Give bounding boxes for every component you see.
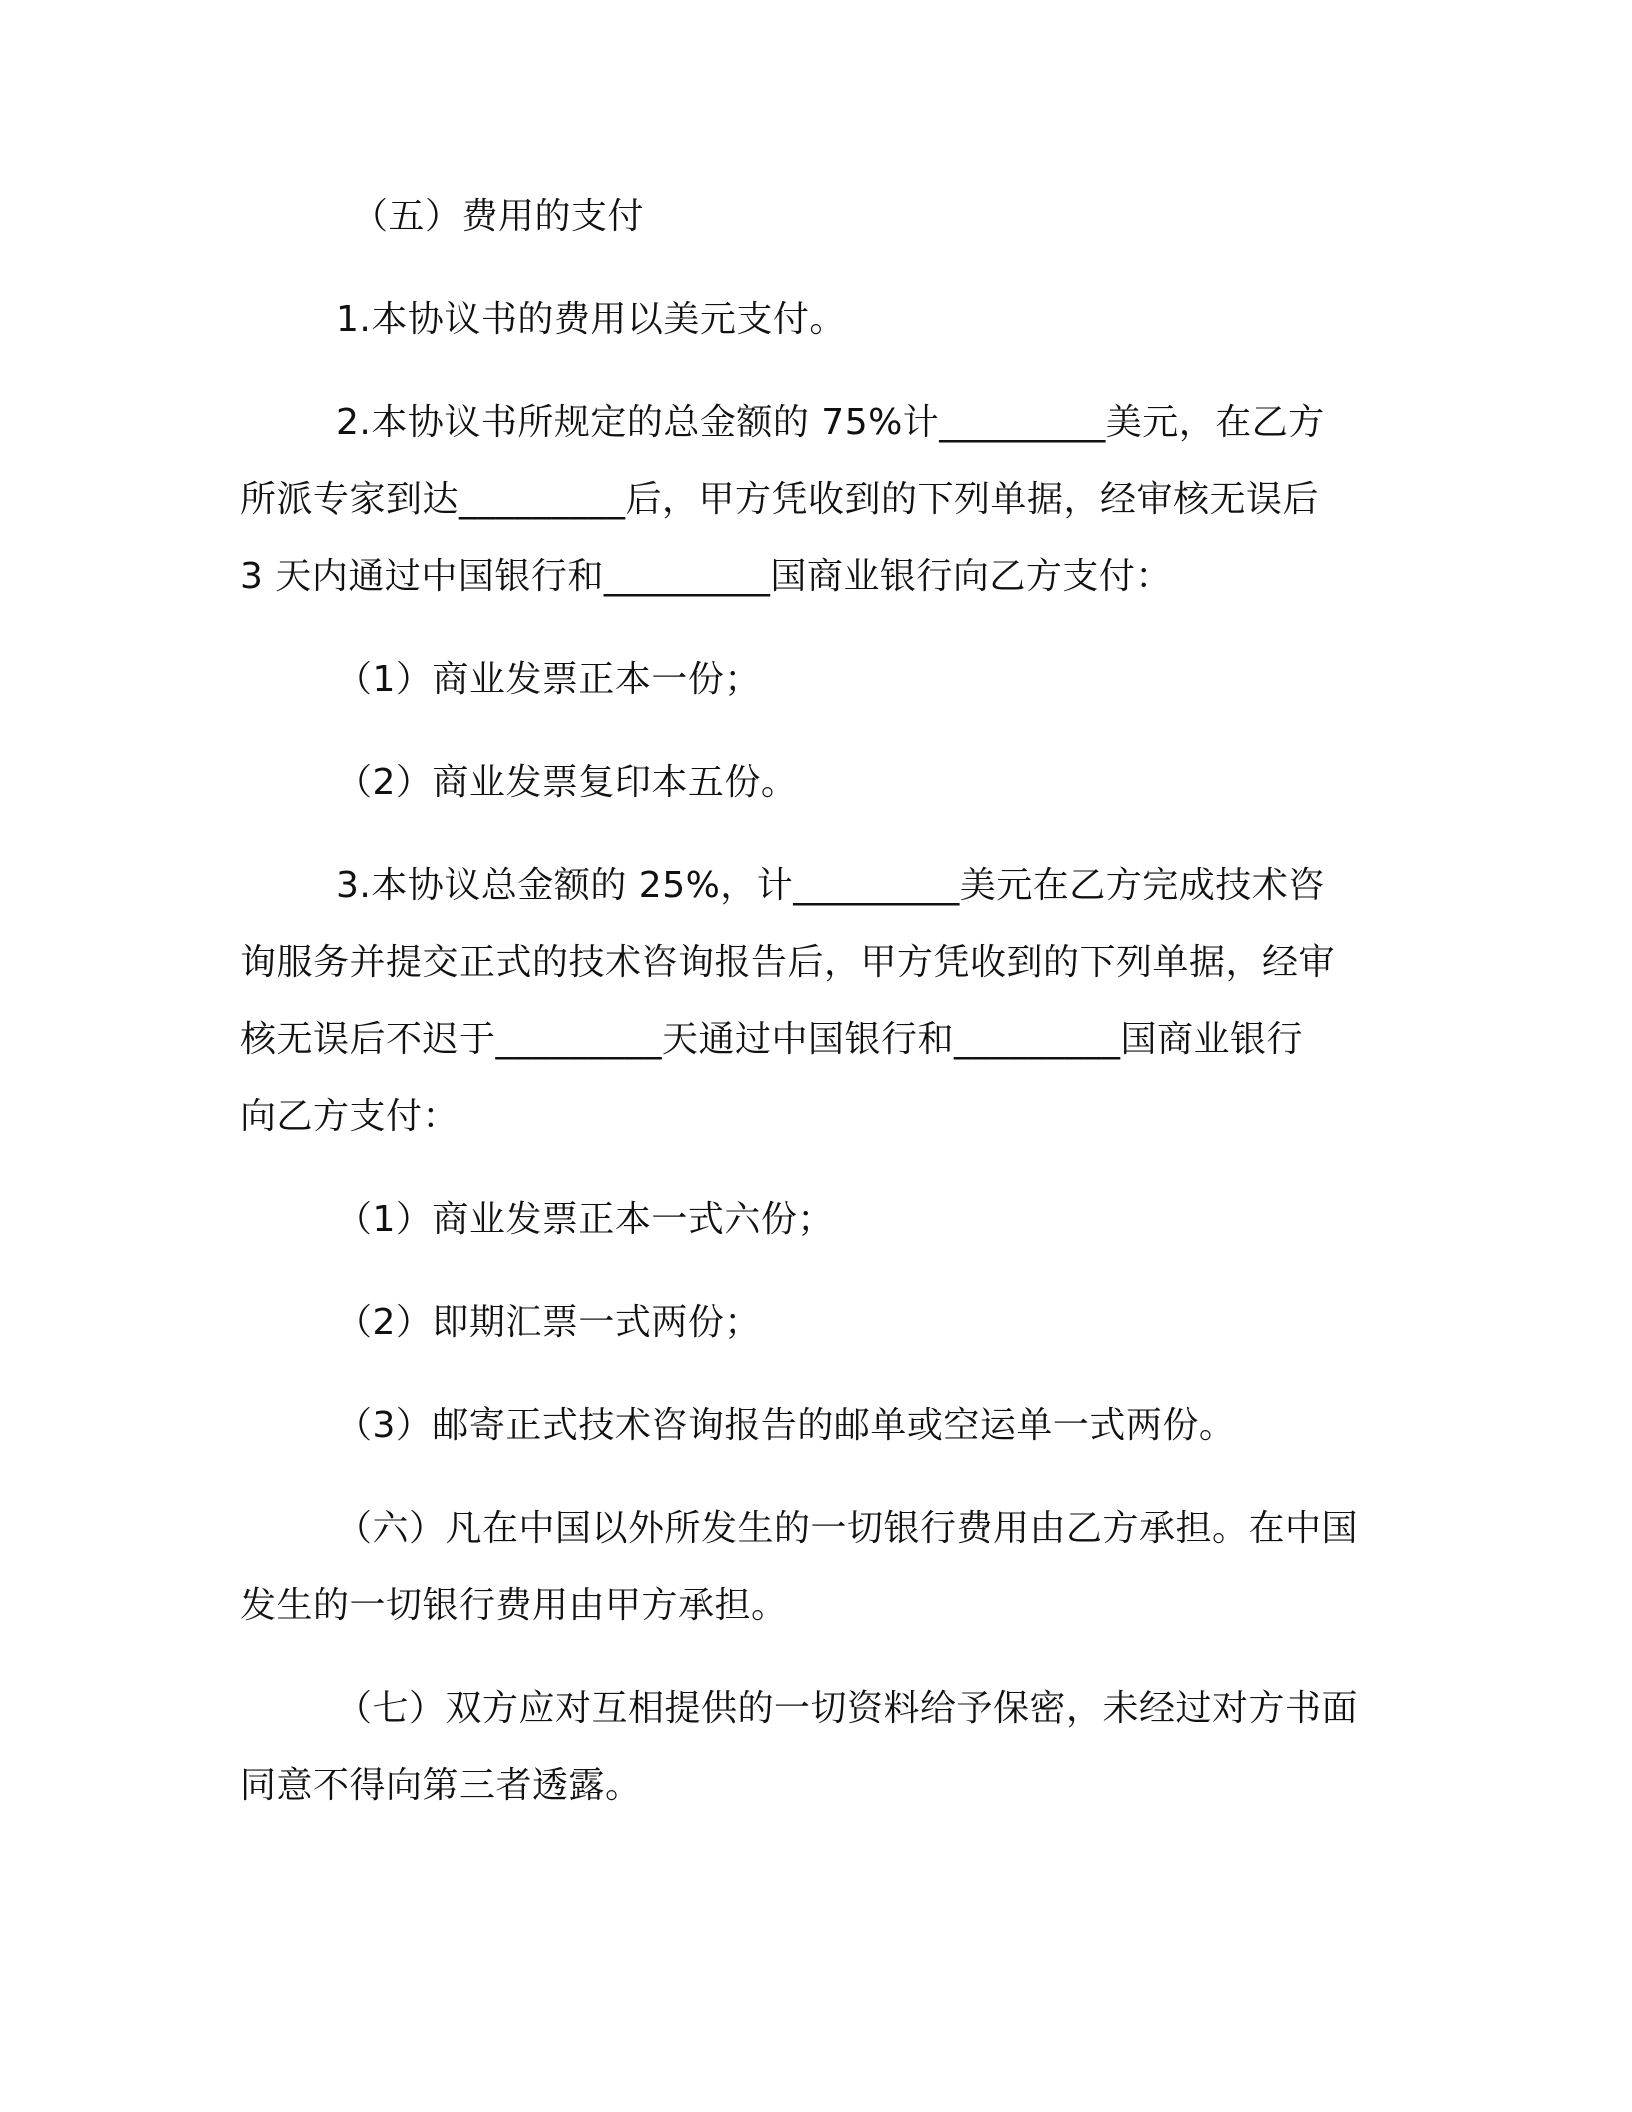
clause-2-line-1: 2.本协议书所规定的总金额的 75%计_________美元，在乙方 [336, 402, 1325, 443]
section-6-line-2: 发生的一切银行费用由甲方承担。 [240, 1585, 788, 1626]
clause-2-item-2: （2）商业发票复印本五份。 [336, 762, 798, 803]
clause-2-item-1: （1）商业发票正本一份； [336, 659, 761, 700]
section-5-heading: （五）费用的支付 [352, 196, 645, 237]
clause-3-item-1: （1）商业发票正本一式六份； [336, 1199, 834, 1240]
clause-3-line-3: 核无误后不迟于_________天通过中国银行和_________国商业银行 [240, 1019, 1304, 1060]
clause-3-item-3: （3）邮寄正式技术咨询报告的邮单或空运单一式两份。 [336, 1405, 1236, 1446]
clause-3-line-4: 向乙方支付： [240, 1096, 460, 1137]
clause-2-line-3: 3 天内通过中国银行和_________国商业银行向乙方支付： [240, 556, 1172, 597]
clause-3-item-2: （2）即期汇票一式两份； [336, 1302, 761, 1343]
clause-3-line-2: 询服务并提交正式的技术咨询报告后，甲方凭收到的下列单据，经审 [240, 942, 1336, 983]
clause-2-line-2: 所派专家到达_________后，甲方凭收到的下列单据，经审核无误后 [240, 479, 1320, 520]
section-7-line-2: 同意不得向第三者透露。 [240, 1765, 642, 1806]
clause-3-line-1: 3.本协议总金额的 25%，计_________美元在乙方完成技术咨 [336, 865, 1325, 906]
clause-1: 1.本协议书的费用以美元支付。 [336, 299, 846, 340]
section-6-line-1: （六）凡在中国以外所发生的一切银行费用由乙方承担。在中国 [336, 1508, 1359, 1549]
section-7-line-1: （七）双方应对互相提供的一切资料给予保密，未经过对方书面 [336, 1688, 1359, 1729]
